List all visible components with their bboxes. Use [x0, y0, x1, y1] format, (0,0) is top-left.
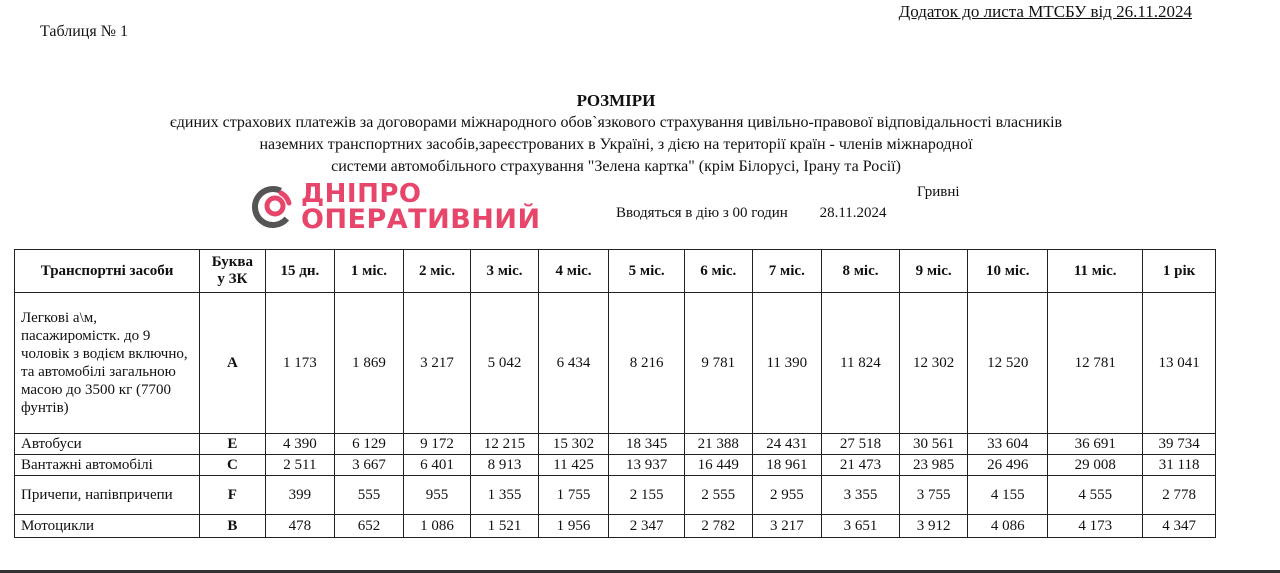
header-6-months: 6 міс.	[685, 250, 753, 293]
rate-cell: 3 355	[822, 476, 900, 515]
rate-cell: 8 913	[471, 455, 539, 476]
watermark-line-1: ДНІПРО	[301, 179, 422, 209]
title-line-2: наземних транспортних засобів,зареєстрованих в Україні, з дією на території країн - членів міжнародної	[259, 136, 973, 153]
vehicle-type: Мотоцикли	[15, 515, 200, 538]
title-line-3: системи автомобільного страхування "Зелена картка" (крім Білорусі, Ірану та Росії)	[331, 158, 901, 175]
rate-cell: 3 912	[899, 515, 968, 538]
rate-cell: 36 691	[1048, 434, 1143, 455]
rate-cell: 555	[335, 476, 404, 515]
rate-cell: 12 302	[899, 293, 968, 434]
effective-label: Вводяться в дію з 00 годин	[616, 205, 788, 221]
rate-cell: 29 008	[1048, 455, 1143, 476]
rate-cell: 2 778	[1143, 476, 1216, 515]
rate-cell: 1 956	[538, 515, 609, 538]
rate-cell: 955	[403, 476, 471, 515]
watermark-logo	[251, 181, 541, 233]
green-card-letter: E	[200, 434, 265, 455]
rate-cell: 3 755	[899, 476, 968, 515]
header-1-year: 1 рік	[1143, 250, 1216, 293]
vehicle-type: Автобуси	[15, 434, 200, 455]
vehicle-type: Причепи, напівпричепи	[15, 476, 200, 515]
header-8-months: 8 міс.	[822, 250, 900, 293]
rate-cell: 1 869	[335, 293, 404, 434]
green-card-letter: C	[200, 455, 265, 476]
rate-cell: 2 555	[685, 476, 753, 515]
logo-icon	[251, 185, 295, 229]
rate-cell: 21 388	[685, 434, 753, 455]
header-3-months: 3 міс.	[471, 250, 539, 293]
rate-cell: 16 449	[685, 455, 753, 476]
rate-cell: 23 985	[899, 455, 968, 476]
rate-cell: 4 347	[1143, 515, 1216, 538]
rate-cell: 13 937	[609, 455, 685, 476]
header-9-months: 9 міс.	[899, 250, 968, 293]
watermark-line-2: ОПЕРАТИВНИЙ	[301, 204, 541, 235]
rate-cell: 4 155	[968, 476, 1048, 515]
rate-cell: 4 173	[1048, 515, 1143, 538]
rate-cell: 2 782	[685, 515, 753, 538]
header-letter-line-1: Буква	[211, 254, 254, 270]
table-row	[15, 455, 1216, 476]
vehicle-type: Легкові а\м, пасажиромістк. до 9 чоловік з водієм включно, та автомобілі загальною масою до 3500 кг (7700 фунтів)	[15, 293, 200, 434]
rates-table	[14, 249, 1216, 538]
rate-cell: 2 347	[609, 515, 685, 538]
rate-cell: 27 518	[822, 434, 900, 455]
header-2-months: 2 міс.	[403, 250, 471, 293]
rate-cell: 18 961	[752, 455, 822, 476]
rate-cell: 11 390	[752, 293, 822, 434]
rate-cell: 12 781	[1048, 293, 1143, 434]
rate-cell: 3 667	[335, 455, 404, 476]
rate-cell: 18 345	[609, 434, 685, 455]
header-letter-line-2: у ЗК	[217, 271, 248, 287]
watermark-text	[301, 181, 541, 233]
rate-cell: 3 651	[822, 515, 900, 538]
table-row	[15, 476, 1216, 515]
rate-cell: 4 086	[968, 515, 1048, 538]
currency-label: Гривні	[917, 184, 960, 200]
rate-cell: 13 041	[1143, 293, 1216, 434]
rate-cell: 478	[265, 515, 335, 538]
rate-cell: 6 401	[403, 455, 471, 476]
rate-cell: 4 390	[265, 434, 335, 455]
rate-cell: 11 425	[538, 455, 609, 476]
rate-cell: 39 734	[1143, 434, 1216, 455]
effective-date	[616, 205, 887, 222]
header-vehicles: Транспортні засоби	[15, 250, 200, 293]
green-card-letter: A	[200, 293, 265, 434]
rate-cell: 12 520	[968, 293, 1048, 434]
rate-cell: 1 173	[265, 293, 335, 434]
rate-cell: 3 217	[403, 293, 471, 434]
header-4-months: 4 міс.	[538, 250, 609, 293]
table-row	[15, 434, 1216, 455]
green-card-letter: B	[200, 515, 265, 538]
rate-cell: 652	[335, 515, 404, 538]
table-number: Таблиця № 1	[40, 23, 128, 40]
rate-cell: 1 521	[471, 515, 539, 538]
annex-reference: Додаток до листа МТСБУ від 26.11.2024	[898, 2, 1192, 21]
rate-cell: 2 155	[609, 476, 685, 515]
green-card-letter: F	[200, 476, 265, 515]
rate-cell: 9 172	[403, 434, 471, 455]
rate-cell: 4 555	[1048, 476, 1143, 515]
rate-cell: 26 496	[968, 455, 1048, 476]
rate-cell: 15 302	[538, 434, 609, 455]
rate-cell: 5 042	[471, 293, 539, 434]
header-15-days: 15 дн.	[265, 250, 335, 293]
document-title: РОЗМІРИ	[576, 91, 656, 110]
table-row	[15, 515, 1216, 538]
header-10-months: 10 міс.	[968, 250, 1048, 293]
rate-cell: 8 216	[609, 293, 685, 434]
header-1-month: 1 міс.	[335, 250, 404, 293]
rate-cell: 399	[265, 476, 335, 515]
header-letter	[200, 250, 265, 293]
document-title-block	[0, 90, 1232, 178]
rate-cell: 1 355	[471, 476, 539, 515]
vehicle-type: Вантажні автомобілі	[15, 455, 200, 476]
rate-cell: 2 511	[265, 455, 335, 476]
table-row	[15, 293, 1216, 434]
rate-cell: 30 561	[899, 434, 968, 455]
rate-cell: 3 217	[752, 515, 822, 538]
rate-cell: 12 215	[471, 434, 539, 455]
header-5-months: 5 міс.	[609, 250, 685, 293]
rate-cell: 2 955	[752, 476, 822, 515]
rate-cell: 6 129	[335, 434, 404, 455]
header-7-months: 7 міс.	[752, 250, 822, 293]
rate-cell: 1 086	[403, 515, 471, 538]
rate-cell: 33 604	[968, 434, 1048, 455]
header-11-months: 11 міс.	[1048, 250, 1143, 293]
table-header-row	[15, 250, 1216, 293]
title-line-1: єдиних страхових платежів за договорами міжнародного обов`язкового страхування цивільно-правової відповідальності власників	[169, 114, 1063, 131]
effective-date-value: 28.11.2024	[819, 205, 887, 221]
rate-cell: 31 118	[1143, 455, 1216, 476]
rate-cell: 1 755	[538, 476, 609, 515]
rate-cell: 21 473	[822, 455, 900, 476]
rate-cell: 24 431	[752, 434, 822, 455]
rate-cell: 11 824	[822, 293, 900, 434]
rate-cell: 9 781	[685, 293, 753, 434]
rate-cell: 6 434	[538, 293, 609, 434]
